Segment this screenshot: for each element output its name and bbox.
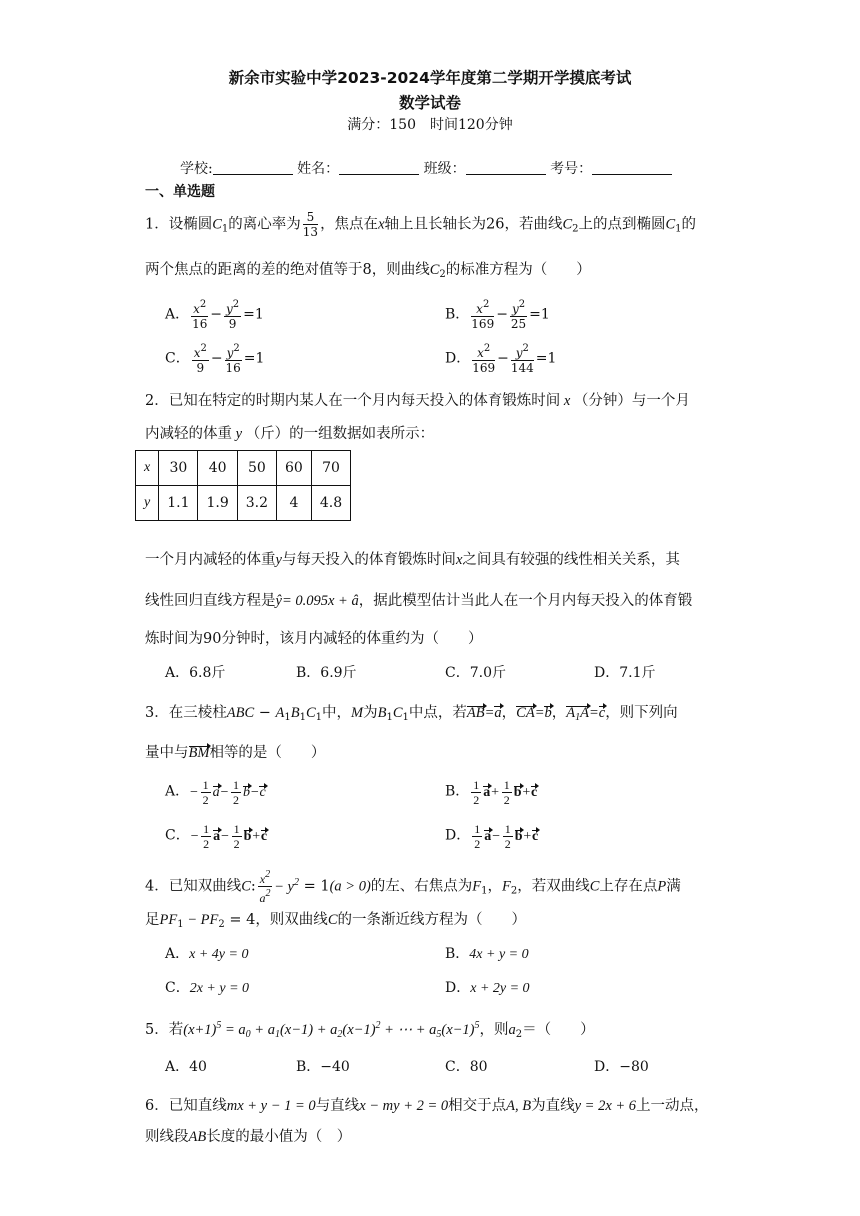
class-label: 班级： [423,161,466,177]
student-info-row [180,158,672,178]
table-cell: 30 [159,451,198,486]
exam-title-line1: 新余市实验中学2023-2024学年度第二学期开学摸底考试 [228,69,632,87]
table-cell: 4 [277,486,312,521]
q1-option-b[interactable]: B． $\frac{x^2}{169}$ − $\frac{y^2}{25}$ =1 [445,299,550,331]
table-cell: y [136,486,159,521]
q2-option-a[interactable]: A．6.8斤 [165,665,226,681]
q5-option-a[interactable]: A．40 [165,1059,207,1075]
score-time: 满分：150 时间120分钟 [347,117,513,133]
q3-option-a[interactable]: A．− $\frac{1}{2}$ a− $\frac{1}{2}$ b−c [165,778,266,807]
table-cell: 40 [198,451,237,486]
class-blank[interactable] [466,160,546,175]
q2-option-b[interactable]: B．6.9斤 [296,665,357,681]
question-5: 5．若$(x+1)^5 = a_0 + a_1(x-1) + a_2(x-1)^2$ + ⋯ + $a_5(x-1)^5$，则$a_2=$（ ） [145,1020,595,1040]
question-2-line4: 线性回归直线方程是ŷ= 0.095x + â，据此模型估计当此人在一个月内每天投入的体育锻 [145,593,693,609]
question-2-line1: 2．已知在特定的时期内某人在一个月内每天投入的体育锻炼时间 x （分钟）与一个月 [145,393,690,409]
q3-option-c[interactable]: C．− $\frac{1}{2}$ a− $\frac{1}{2}$ b+c [165,822,268,851]
q4-option-c[interactable]: C．2x + y = 0 [165,980,250,996]
question-1-line2: 两个焦点的距离的差的绝对值等于8，则曲线$C_2$的标准方程为（ ） [145,262,591,280]
question-1-line1: 1．设椭圆$C_1$的离心率为 $\frac{5}{13}$ ，焦点在x轴上且长轴长为26，若曲线$C_2$上的点到椭圆$C_1$的 [145,210,697,239]
q3-option-b[interactable]: B． $\frac{1}{2}$ a+ $\frac{1}{2}$ b+c [445,778,538,807]
q2-option-d[interactable]: D．7.1斤 [594,665,656,681]
school-label: 学校: [180,161,213,177]
q3-option-d[interactable]: D． $\frac{1}{2}$ a− $\frac{1}{2}$ b+c [445,822,539,851]
question-4-line2: 足$PF_1 - PF_2 = 4$，则双曲线C的一条渐近线方程为（ ） [145,912,526,930]
q5-option-c[interactable]: C．80 [445,1059,488,1075]
table-cell: 70 [311,451,350,486]
section-heading: 一、单选题 [145,184,215,200]
q4-option-b[interactable]: B．4x + y = 0 [445,946,529,962]
exam-title-line2: 数学试卷 [398,94,461,112]
q5-option-b[interactable]: B．−40 [296,1059,350,1075]
question-3-line1: 3．在三棱柱ABC − $A_1B_1C_1$中，M为$B_1C_1$中点，若AB=a，CA=b，$A_1A=c$，则下列向 [145,705,678,723]
question-6-line2: 则线段AB长度的最小值为（ ） [145,1129,352,1145]
table-cell: 1.9 [198,486,237,521]
table-cell: x [136,451,159,486]
question-2-line5: 炼时间为90分钟时，该月内减轻的体重约为（ ） [145,631,483,647]
q4-option-a[interactable]: A．x + 4y = 0 [165,946,249,962]
q1-option-d[interactable]: D． $\frac{x^2}{169}$ − $\frac{y^2}{144}$ =1 [445,343,557,375]
question-2-line2: 内减轻的体重 y （斤）的一组数据如表所示： [145,426,435,442]
exam-no-blank[interactable] [592,160,672,175]
table-row [136,451,351,486]
question-6-line1: 6．已知直线mx + y − 1 = 0与直线x − my + 2 = 0相交于点A, B为直线y = 2x + 6上一动点， [145,1098,709,1114]
name-blank[interactable] [339,160,419,175]
table-cell: 60 [277,451,312,486]
table-row [136,486,351,521]
q1-option-c[interactable]: C． $\frac{x^2}{9}$ − $\frac{y^2}{16}$ =1 [165,343,265,375]
table-cell: 4.8 [311,486,350,521]
eccentricity-fraction: $\frac{5}{13}$ [302,210,319,239]
school-blank[interactable] [213,160,293,175]
table-cell: 1.1 [159,486,198,521]
exam-no-label: 考号： [550,161,593,177]
q5-option-d[interactable]: D．−80 [594,1059,649,1075]
question-4-line1: 4．已知双曲线C: $\frac{x^2}{a^2}$ − $y^2 = 1(a > 0)$的左、右焦点为$F_1$，$F_2$，若双曲线C上存在点P满 [145,869,681,905]
data-table [135,450,351,521]
table-cell: 50 [237,451,276,486]
q1-option-a[interactable]: A． $\frac{x^2}{16}$ − $\frac{y^2}{9}$ =1 [165,299,264,331]
table-cell: 3.2 [237,486,276,521]
question-3-line2: 量中与BM相等的是（ ） [145,745,326,761]
q2-option-c[interactable]: C．7.0斤 [445,665,506,681]
q4-option-d[interactable]: D．x + 2y = 0 [445,980,530,996]
name-label: 姓名： [297,161,340,177]
question-2-line3: 一个月内减轻的体重y与每天投入的体育锻炼时间x之间具有较强的线性相关关系，其 [145,552,680,568]
